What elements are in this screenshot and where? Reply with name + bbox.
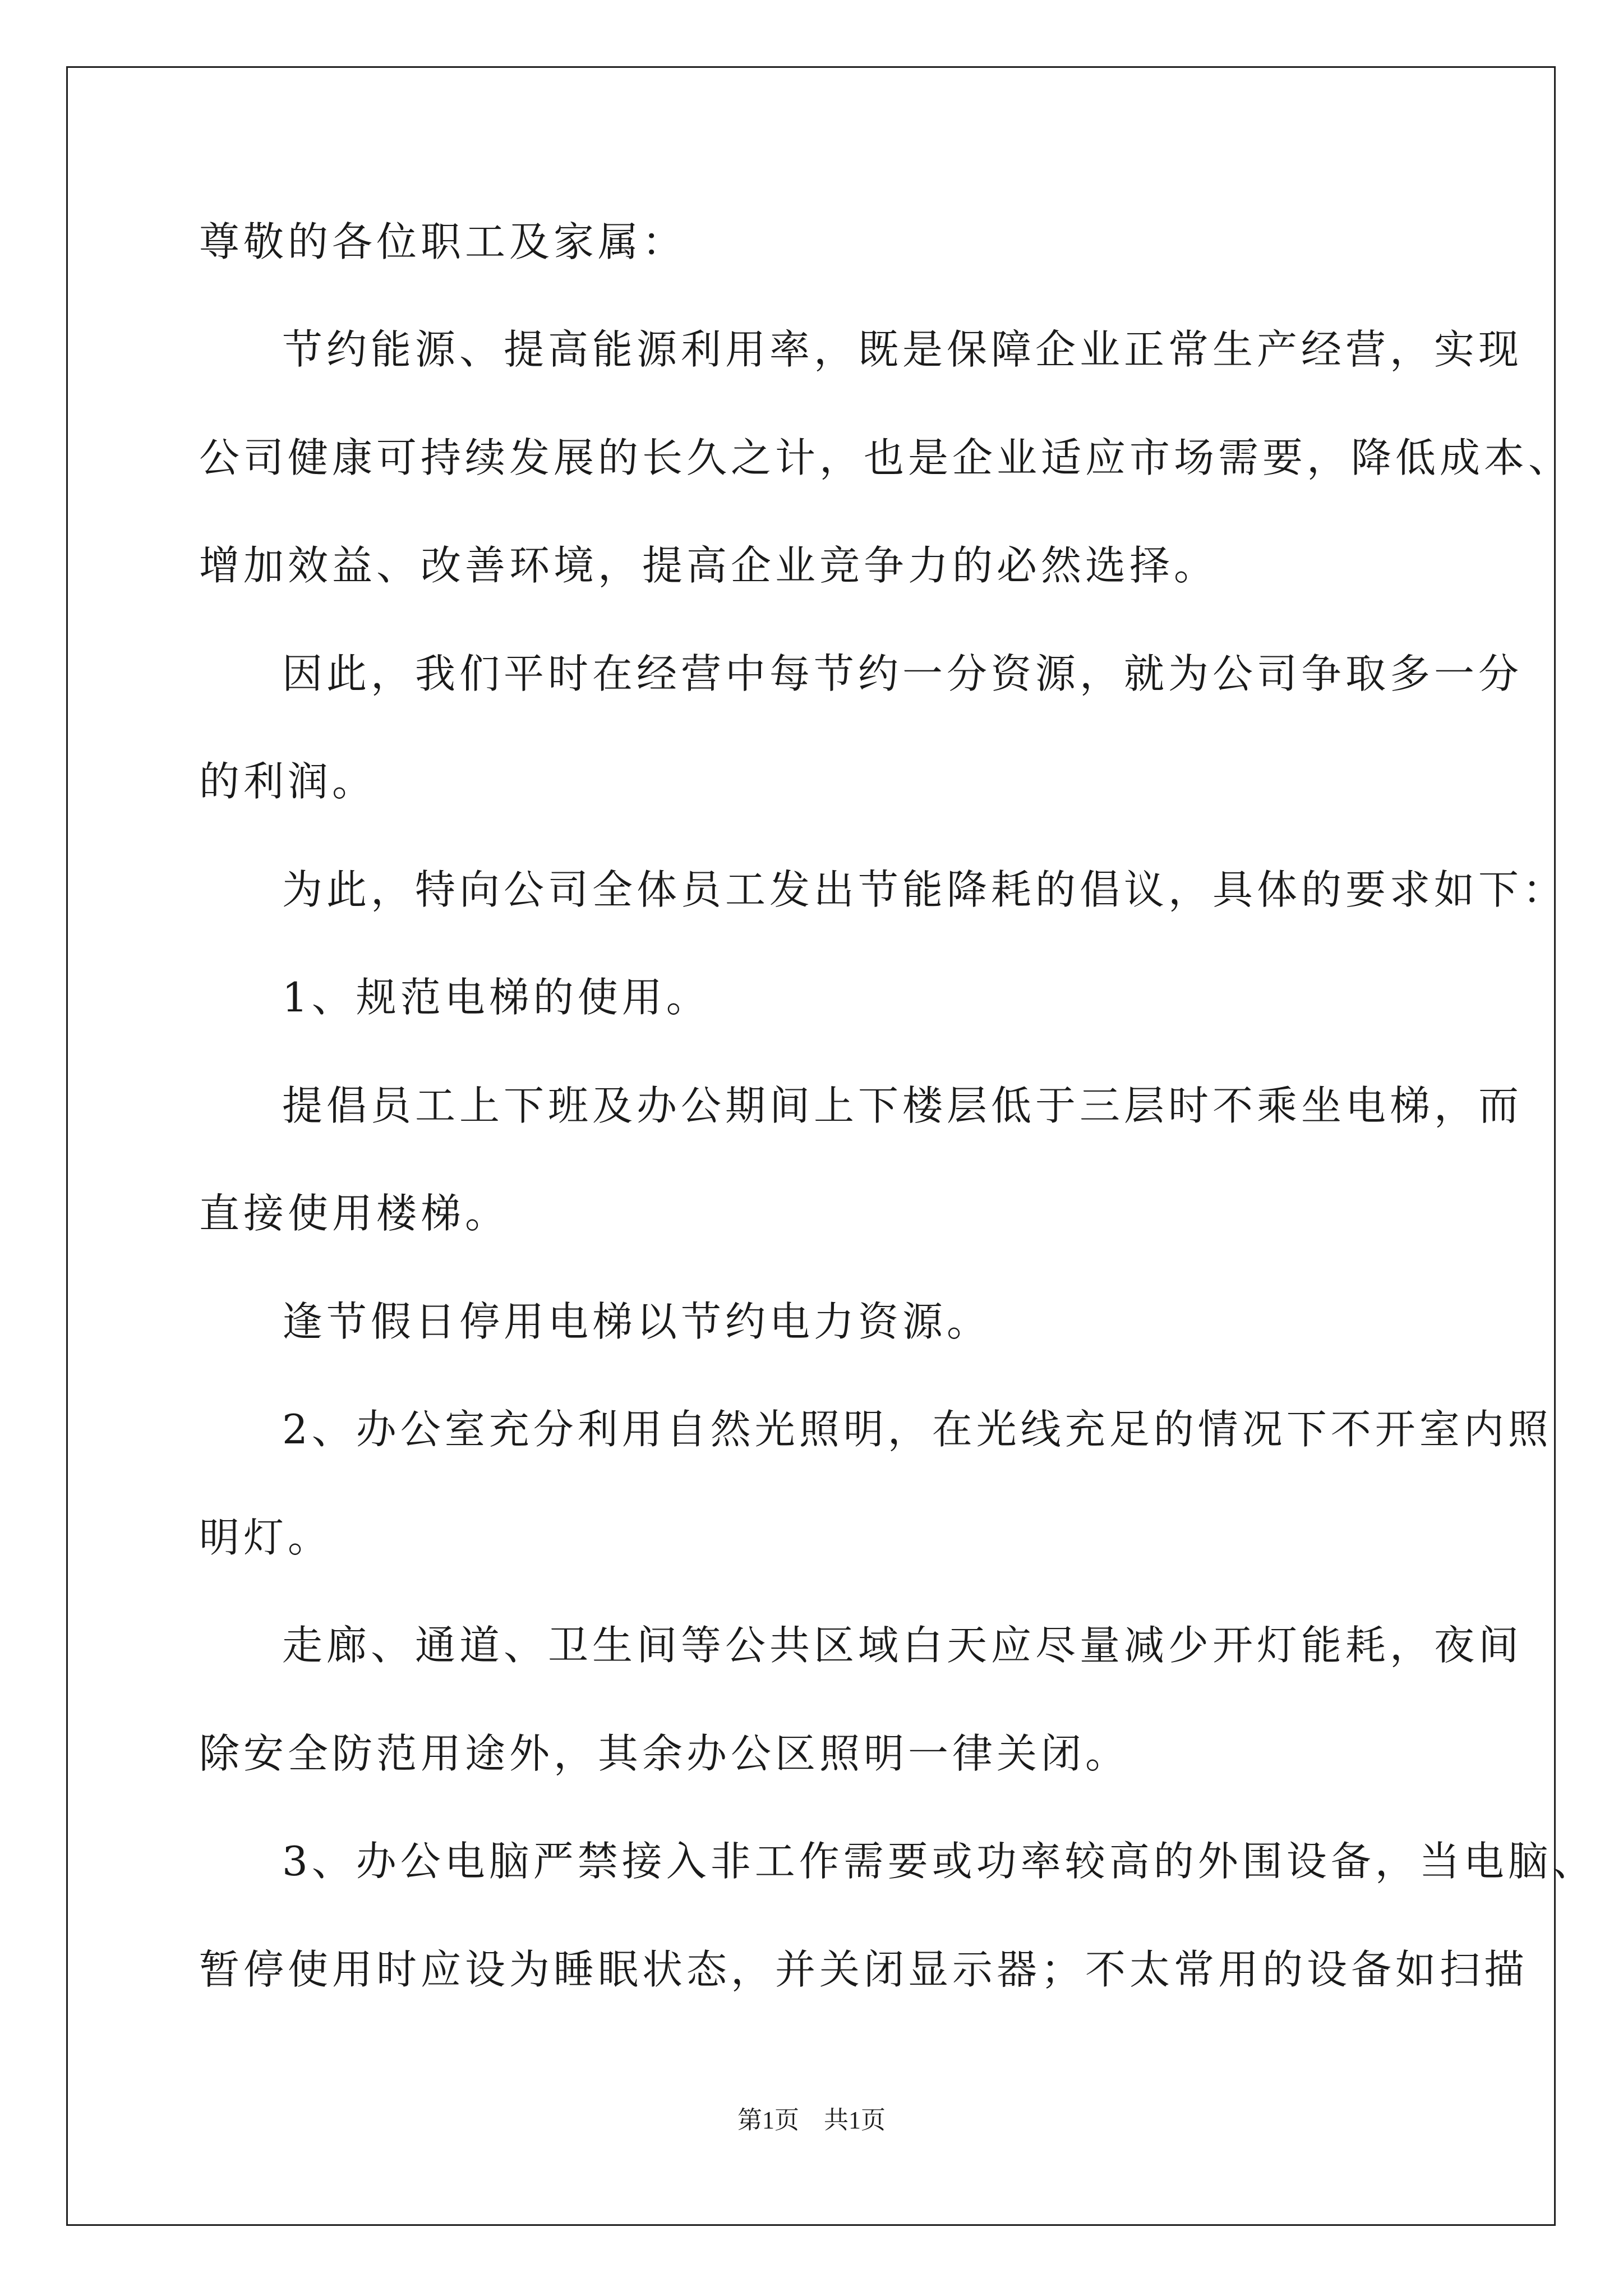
paragraph-line: 的利润。 (199, 758, 377, 805)
salutation: 尊敬的各位职工及家属： (199, 218, 687, 265)
paragraph-line: 直接使用楼梯。 (199, 1190, 510, 1237)
page-footer (0, 2105, 1623, 2136)
paragraph-line: 除安全防范用途外，其余办公区照明一律关闭。 (199, 1730, 1130, 1777)
page-border (66, 66, 1556, 2226)
paragraph-line: 为此，特向公司全体员工发出节能降耗的倡议，具体的要求如下： (282, 866, 1567, 913)
paragraph-line: 增加效益、改善环境，提高企业竞争力的必然选择。 (199, 542, 1219, 589)
paragraph-line: 因此，我们平时在经营中每节约一分资源，就为公司争取多一分 (282, 650, 1523, 697)
paragraph-line: 走廊、通道、卫生间等公共区域白天应尽量减少开灯能耗，夜间 (282, 1622, 1523, 1669)
paragraph-line: 2、办公室充分利用自然光照明，在光线充足的情况下不开室内照 (282, 1406, 1552, 1453)
paragraph-line: 明灯。 (199, 1514, 333, 1561)
paragraph-line: 公司健康可持续发展的长久之计，也是企业适应市场需要，降低成本、 (199, 434, 1573, 481)
paragraph-line: 逢节假日停用电梯以节约电力资源。 (282, 1298, 992, 1345)
paragraph-line: 提倡员工上下班及办公期间上下楼层低于三层时不乘坐电梯，而 (282, 1082, 1523, 1129)
page-total: 共1页 (824, 2106, 886, 2134)
paragraph-line: 暂停使用时应设为睡眠状态，并关闭显示器；不太常用的设备如扫描 (199, 1946, 1529, 1993)
paragraph-line: 1、规范电梯的使用。 (282, 974, 711, 1021)
page-number: 第1页 (737, 2106, 799, 2134)
paragraph-line: 节约能源、提高能源利用率，既是保障企业正常生产经营，实现 (282, 326, 1523, 373)
paragraph-line: 3、办公电脑严禁接入非工作需要或功率较高的外围设备，当电脑、 (282, 1838, 1597, 1885)
